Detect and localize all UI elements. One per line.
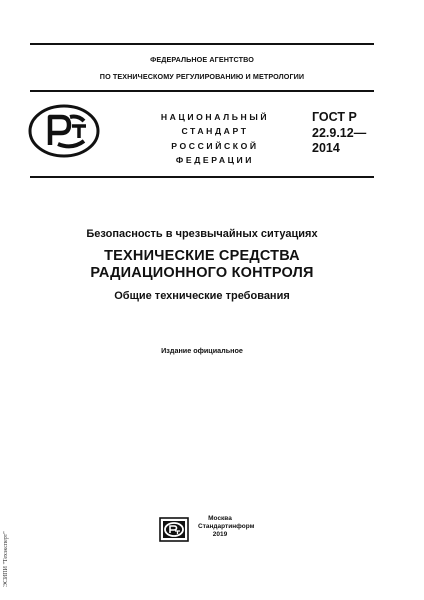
gost-line-2: 22.9.12—	[312, 125, 367, 140]
top-rule	[30, 43, 374, 45]
publisher-city: Москва	[208, 515, 232, 522]
standartinform-logo-icon	[159, 517, 189, 542]
gost-line-3: 2014	[312, 141, 340, 155]
gost-designation	[312, 110, 392, 157]
agency-line-2: ПО ТЕХНИЧЕСКОМУ РЕГУЛИРОВАНИЮ И МЕТРОЛОГИИ	[99, 72, 305, 81]
gost-r-logo-icon	[28, 104, 100, 158]
document-title	[30, 248, 374, 282]
gost-line-1: ГОСТ Р	[312, 110, 357, 124]
agency-line-1: ФЕДЕРАЛЬНОЕ АГЕНТСТВО	[150, 55, 254, 64]
standard-block-rule	[30, 176, 374, 178]
national-standard-label	[150, 110, 280, 167]
side-watermark-note: ЭСИПИ "Техэксперт"	[3, 531, 9, 587]
publisher-name: Стандартинформ	[198, 523, 255, 531]
header-rule	[30, 90, 374, 92]
publisher-block	[198, 515, 255, 540]
national-line-4: ФЕДЕРАЦИИ	[175, 154, 255, 165]
document-subject: Безопасность в чрезвычайных ситуациях	[86, 228, 318, 240]
document-subtitle: Общие технические требования	[114, 290, 290, 302]
national-line-3: РОССИЙСКОЙ	[171, 140, 259, 151]
publisher-year: 2019	[212, 531, 228, 539]
title-line-2: РАДИАЦИОННОГО КОНТРОЛЯ	[90, 265, 314, 281]
title-line-1: ТЕХНИЧЕСКИЕ СРЕДСТВА	[104, 248, 300, 264]
national-line-2: СТАНДАРТ	[181, 126, 249, 137]
edition-note: Издание официальное	[161, 346, 243, 355]
national-line-1: НАЦИОНАЛЬНЫЙ	[160, 112, 270, 122]
